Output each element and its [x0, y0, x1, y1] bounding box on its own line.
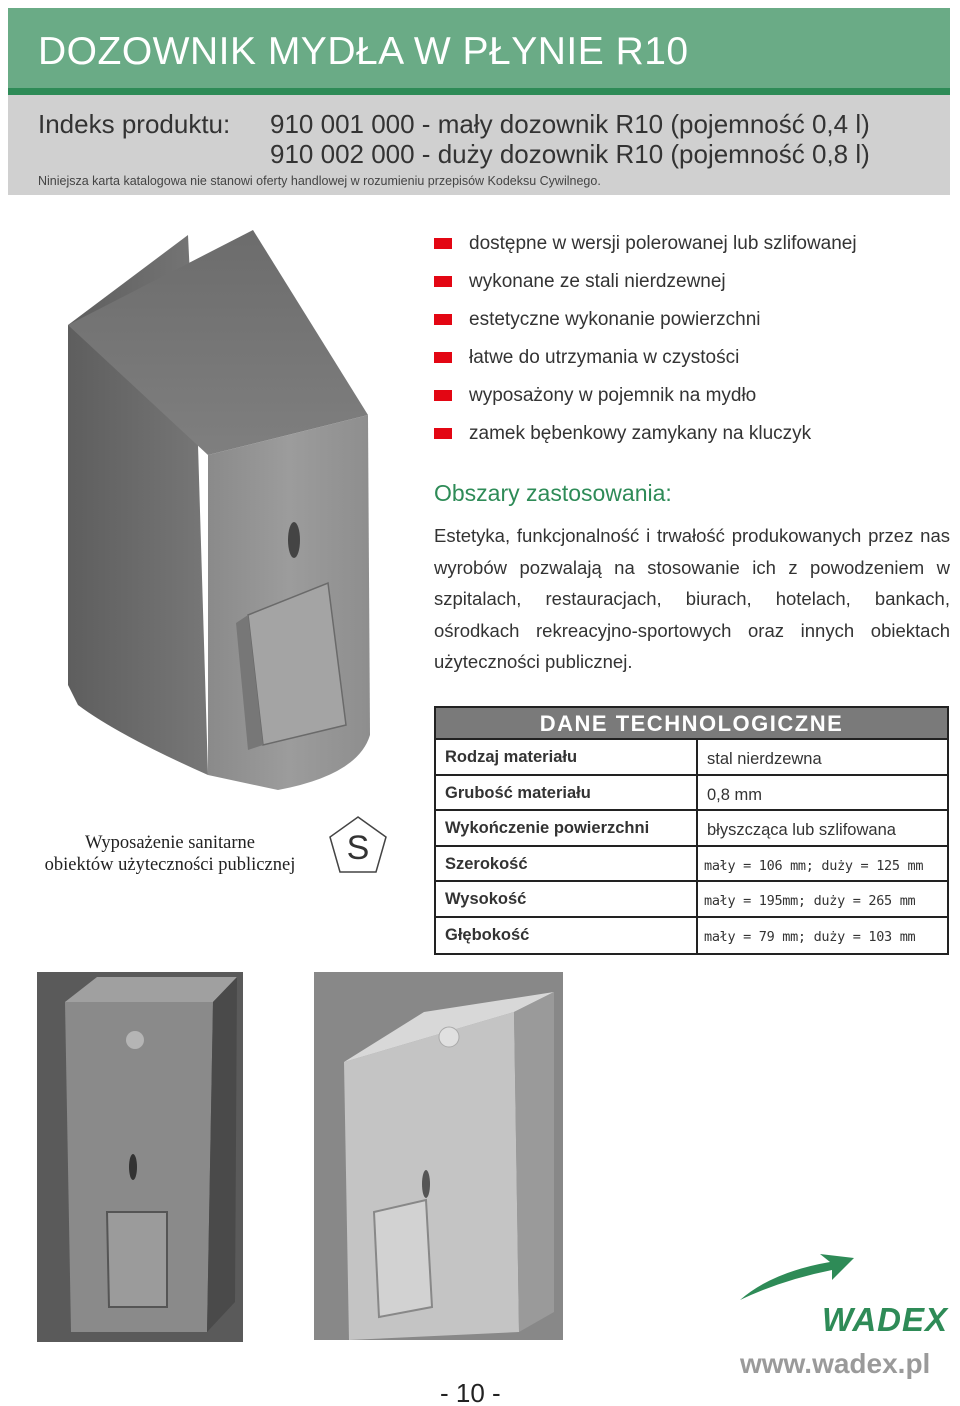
title-bar	[8, 8, 950, 88]
tech-label: Grubość materiału	[436, 776, 698, 812]
table-row	[436, 740, 947, 776]
feature-label: zamek bębenkowy zamykany na kluczyk	[469, 423, 812, 444]
tech-value: stal nierdzewna	[698, 740, 947, 776]
product-photo-brushed	[314, 972, 563, 1340]
table-row	[436, 918, 947, 954]
applications-text: Estetyka, funkcjonalność i trwałość produkowanych przez nas wyrobów pozwalają na stosowanie ich z powodzeniem w szpitalach, restauracjach, biurach, hotelach, bankach, ośrodkach rekreacyjno-sportowych oraz innych obiektach użyteczności publicznej.	[434, 525, 950, 672]
bullet-icon	[434, 238, 452, 249]
tech-value: błyszcząca lub szlifowana	[698, 811, 947, 847]
bullet-icon	[434, 352, 452, 363]
dispenser-illustration	[58, 215, 374, 793]
tech-value: mały = 79 mm; duży = 103 mm	[704, 928, 916, 945]
bullet-icon	[434, 276, 452, 287]
feature-item	[434, 384, 934, 422]
page-number: - 10 -	[440, 1378, 501, 1406]
feature-list	[434, 232, 934, 460]
tech-label: Głębokość	[436, 918, 698, 954]
page-title: DOZOWNIK MYDŁA W PŁYNIE R10	[38, 30, 689, 73]
tech-value: mały = 195mm; duży = 265 mm	[698, 882, 947, 918]
index-line-small: 910 001 000 - mały dozownik R10 (pojemność 0,4 l)	[270, 109, 870, 139]
feature-item	[434, 232, 934, 270]
table-row	[436, 811, 947, 847]
table-row	[436, 847, 947, 883]
brand-logo-text: WADEX	[822, 1301, 949, 1338]
tech-value: 0,8 mm	[698, 776, 947, 812]
equipment-caption-line: Wyposażenie sanitarne	[85, 833, 255, 853]
table-row	[436, 882, 947, 918]
product-photo-polished	[37, 972, 243, 1342]
index-label: Indeks produktu:	[38, 109, 231, 139]
tech-label: Szerokość	[436, 847, 698, 883]
website-url[interactable]: www.wadex.pl	[740, 1348, 931, 1379]
applications-title: Obszary zastosowania:	[434, 480, 672, 506]
equipment-caption	[34, 832, 306, 876]
feature-label: wykonane ze stali nierdzewnej	[469, 271, 726, 292]
product-index-panel	[8, 95, 950, 195]
bullet-icon	[434, 428, 452, 439]
feature-label: łatwe do utrzymania w czystości	[469, 347, 740, 368]
title-divider	[8, 88, 950, 95]
feature-item	[434, 270, 934, 308]
bullet-icon	[434, 314, 452, 325]
tech-label: Wykończenie powierzchni	[436, 811, 698, 847]
equipment-caption-line: obiektów użyteczności publicznej	[44, 855, 296, 875]
index-line-large: 910 002 000 - duży dozownik R10 (pojemność 0,8 l)	[270, 139, 870, 169]
disclaimer: Niniejsza karta katalogowa nie stanowi oferty handlowej w rozumieniu przepisów Kodeksu Cywilnego.	[38, 174, 601, 188]
tech-data-table	[434, 706, 949, 955]
feature-item	[434, 308, 934, 346]
feature-item	[434, 346, 934, 384]
feature-item	[434, 422, 934, 460]
tech-table-title: DANE TECHNOLOGICZNE	[436, 708, 947, 740]
bullet-icon	[434, 390, 452, 401]
badge-letter: S	[346, 829, 370, 867]
feature-label: estetyczne wykonanie powierzchni	[469, 309, 761, 330]
feature-label: wyposażony w pojemnik na mydło	[469, 385, 757, 406]
tech-label: Rodzaj materiału	[436, 740, 698, 776]
tech-label: Wysokość	[436, 882, 698, 918]
feature-label: dostępne w wersji polerowanej lub szlifowanej	[469, 233, 857, 254]
table-row	[436, 776, 947, 812]
tech-value: mały = 106 mm; duży = 125 mm	[698, 847, 947, 883]
s-pentagon-badge-icon	[327, 814, 389, 876]
